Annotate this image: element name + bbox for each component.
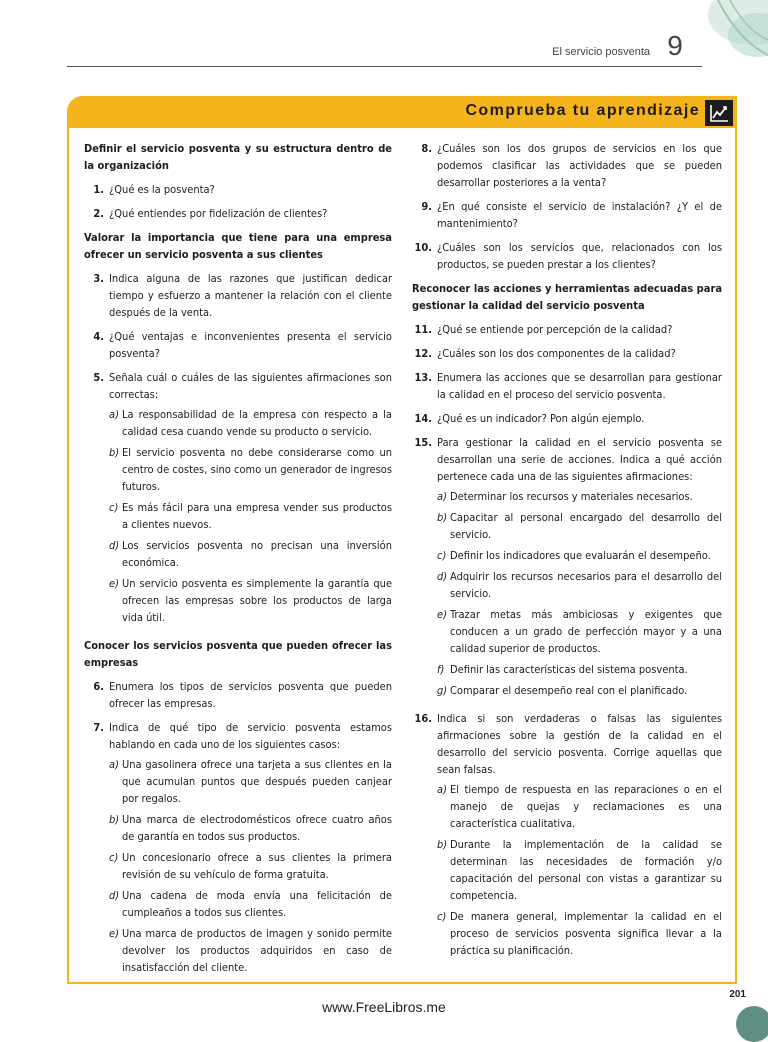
sub-text: Un concesionario ofrece a sus clientes la primera revisión de su vehículo de forma gratuita. bbox=[122, 851, 392, 881]
sub-letter: b) bbox=[109, 446, 120, 459]
question-number: 4. bbox=[93, 330, 104, 343]
question-text: Enumera las acciones que se desarrollan para gestionar la calidad en el proceso del servicio posventa. bbox=[437, 371, 722, 401]
question-item bbox=[412, 434, 722, 703]
question-number: 16. bbox=[414, 712, 432, 725]
sub-item bbox=[109, 887, 392, 921]
question-text: Indica de qué tipo de servicio posventa estamos hablando en cada uno de los siguientes casos: bbox=[109, 721, 392, 751]
question-item bbox=[84, 719, 392, 980]
question-item bbox=[84, 205, 392, 222]
question-item bbox=[412, 321, 722, 338]
sub-item bbox=[437, 781, 722, 832]
sub-item bbox=[437, 488, 722, 505]
question-text: ¿Cuáles son los dos grupos de servicios en los que podemos clasificar las actividades que se pueden desarrollar posteriores a la venta? bbox=[437, 142, 722, 189]
sub-letter: g) bbox=[437, 684, 448, 697]
question-item bbox=[412, 198, 722, 232]
sub-letter: e) bbox=[437, 608, 447, 621]
section-heading: Conocer los servicios posventa que pueden ofrecer las empresas bbox=[84, 639, 392, 669]
panel-title: Comprueba tu aprendizaje bbox=[465, 102, 700, 119]
sub-text: Adquirir los recursos necesarios para el desarrollo del servicio. bbox=[450, 570, 722, 600]
question-text: Indica alguna de las razones que justifican dedicar tiempo y esfuerzo a mantener la relación con el cliente después de la venta. bbox=[109, 272, 392, 319]
question-text: ¿Qué entiendes por fidelización de clientes? bbox=[109, 207, 328, 220]
page-number: 201 bbox=[729, 989, 746, 1000]
question-number: 2. bbox=[93, 207, 104, 220]
sub-item bbox=[437, 682, 722, 699]
sub-letter: a) bbox=[109, 408, 119, 421]
question-item bbox=[84, 678, 392, 712]
sub-text: De manera general, implementar la calidad en el proceso de servicios posventa significa llevar a la práctica su planificación. bbox=[450, 910, 722, 957]
question-text: ¿Cuáles son los servicios que, relacionados con los productos, se pueden prestar a los clientes? bbox=[437, 241, 722, 271]
sub-item bbox=[109, 925, 392, 976]
sub-letter: b) bbox=[109, 813, 120, 826]
question-item bbox=[412, 369, 722, 403]
question-text: ¿Qué es la posventa? bbox=[109, 183, 215, 196]
question-item bbox=[412, 140, 722, 191]
sub-item bbox=[437, 908, 722, 959]
question-text: ¿En qué consiste el servicio de instalación? ¿Y el de mantenimiento? bbox=[437, 200, 722, 230]
sub-letter: b) bbox=[437, 511, 448, 524]
question-text: Para gestionar la calidad en el servicio posventa se desarrollan una serie de acciones. Indica a qué acción pertenece cada una de las siguientes afirmaciones: bbox=[437, 436, 722, 483]
sub-text: Los servicios posventa no precisan una inversión económica. bbox=[122, 539, 392, 569]
sub-item bbox=[437, 547, 722, 564]
sub-letter: a) bbox=[437, 783, 447, 796]
sub-text: Un servicio posventa es simplemente la garantía que ofrecen las empresas sobre los productos de larga vida útil. bbox=[122, 577, 392, 624]
sub-letter: f) bbox=[437, 663, 445, 676]
sub-item bbox=[109, 756, 392, 807]
sub-text: El servicio posventa no debe considerarse como un centro de costes, sino como un generador de ingresos futuros. bbox=[122, 446, 392, 493]
corner-tab-decoration bbox=[736, 1006, 768, 1042]
question-text: ¿Qué es un indicador? Pon algún ejemplo. bbox=[437, 412, 645, 425]
sub-letter: d) bbox=[109, 889, 120, 902]
question-number: 15. bbox=[414, 436, 432, 449]
sub-item bbox=[109, 849, 392, 883]
question-text: ¿Cuáles son los dos componentes de la calidad? bbox=[437, 347, 676, 360]
sub-letter: e) bbox=[109, 577, 119, 590]
sub-text: Una cadena de moda envía una felicitación de cumpleaños a todos sus clientes. bbox=[122, 889, 392, 919]
question-number: 1. bbox=[93, 183, 104, 196]
footer-url: www.FreeLibros.me bbox=[322, 999, 446, 1015]
question-item bbox=[84, 270, 392, 321]
sub-item bbox=[109, 575, 392, 626]
sub-letter: a) bbox=[437, 490, 447, 503]
sub-item bbox=[437, 606, 722, 657]
question-text: ¿Qué ventajas e inconvenientes presenta el servicio posventa? bbox=[109, 330, 392, 360]
sub-text: Comparar el desempeño real con el planificado. bbox=[450, 684, 688, 697]
question-number: 11. bbox=[414, 323, 432, 336]
question-text: ¿Qué se entiende por percepción de la calidad? bbox=[437, 323, 673, 336]
question-item bbox=[412, 710, 722, 963]
sub-letter: b) bbox=[437, 838, 448, 851]
question-number: 7. bbox=[93, 721, 104, 734]
sub-text: Definir las características del sistema posventa. bbox=[450, 663, 688, 676]
sub-text: Determinar los recursos y materiales necesarios. bbox=[450, 490, 693, 503]
question-number: 8. bbox=[421, 142, 432, 155]
sub-letter: c) bbox=[109, 851, 119, 864]
sub-item bbox=[437, 836, 722, 904]
sub-text: Durante la implementación de la calidad se determinan las necesidades de formación y/o capacitación del personal con vistas a garantizar su competencia. bbox=[450, 838, 722, 902]
sub-letter: d) bbox=[437, 570, 448, 583]
question-item bbox=[84, 369, 392, 630]
question-item bbox=[84, 328, 392, 362]
sub-text: Una gasolinera ofrece una tarjeta a sus clientes en la que acumulan puntos que después pueden canjear por regalos. bbox=[122, 758, 392, 805]
sub-item bbox=[109, 499, 392, 533]
sub-text: Definir los indicadores que evaluarán el desempeño. bbox=[450, 549, 711, 562]
sub-item bbox=[109, 811, 392, 845]
sub-text: La responsabilidad de la empresa con respecto a la calidad cesa cuando vende su producto o servicio. bbox=[122, 408, 392, 438]
section-heading: Valorar la importancia que tiene para una empresa ofrecer un servicio posventa a sus clientes bbox=[84, 231, 392, 261]
header-divider bbox=[67, 66, 702, 67]
sub-text: El tiempo de respuesta en las reparaciones o en el manejo de quejas y reclamaciones es una característica cualitativa. bbox=[450, 783, 722, 830]
chapter-title: El servicio posventa bbox=[552, 46, 650, 58]
question-item bbox=[84, 181, 392, 198]
question-text: Indica si son verdaderas o falsas las siguientes afirmaciones sobre la gestión de la calidad en el desarrollo del servicio posventa. Corrige aquellas que sean falsas. bbox=[437, 712, 722, 776]
question-item bbox=[412, 239, 722, 273]
sub-item bbox=[109, 406, 392, 440]
section-heading: Reconocer las acciones y herramientas adecuadas para gestionar la calidad del servicio posventa bbox=[412, 282, 722, 312]
question-number: 12. bbox=[414, 347, 432, 360]
question-number: 13. bbox=[414, 371, 432, 384]
sub-text: Capacitar al personal encargado del desarrollo del servicio. bbox=[450, 511, 722, 541]
section-heading: Definir el servicio posventa y su estructura dentro de la organización bbox=[84, 142, 392, 172]
sub-letter: c) bbox=[437, 910, 447, 923]
sub-letter: c) bbox=[437, 549, 447, 562]
question-item bbox=[412, 345, 722, 362]
question-number: 14. bbox=[414, 412, 432, 425]
chart-trend-icon bbox=[705, 100, 733, 126]
question-text: Señala cuál o cuáles de las siguientes afirmaciones son correctas: bbox=[109, 371, 392, 401]
sub-letter: d) bbox=[109, 539, 120, 552]
sub-item bbox=[437, 509, 722, 543]
question-item bbox=[412, 410, 722, 427]
sub-item bbox=[437, 568, 722, 602]
chapter-number: 9 bbox=[667, 30, 683, 61]
question-number: 6. bbox=[93, 680, 104, 693]
sub-letter: c) bbox=[109, 501, 119, 514]
question-number: 10. bbox=[414, 241, 432, 254]
right-column bbox=[412, 140, 722, 970]
sub-letter: a) bbox=[109, 758, 119, 771]
sub-text: Una marca de electrodomésticos ofrece cuatro años de garantía en todos sus productos. bbox=[122, 813, 392, 843]
sub-letter: e) bbox=[109, 927, 119, 940]
question-number: 5. bbox=[93, 371, 104, 384]
question-text: Enumera los tipos de servicios posventa que pueden ofrecer las empresas. bbox=[109, 680, 392, 710]
sub-item bbox=[109, 444, 392, 495]
question-number: 3. bbox=[93, 272, 104, 285]
sub-text: Trazar metas más ambiciosas y exigentes que conducen a un grado de perfección mayor y a una calidad superior de productos. bbox=[450, 608, 722, 655]
left-column bbox=[84, 140, 392, 987]
sub-item bbox=[437, 661, 722, 678]
question-number: 9. bbox=[421, 200, 432, 213]
sub-text: Es más fácil para una empresa vender sus productos a clientes nuevos. bbox=[122, 501, 392, 531]
sub-item bbox=[109, 537, 392, 571]
sub-text: Una marca de productos de imagen y sonido permite devolver los productos adquiridos en caso de insatisfacción del cliente. bbox=[122, 927, 392, 974]
